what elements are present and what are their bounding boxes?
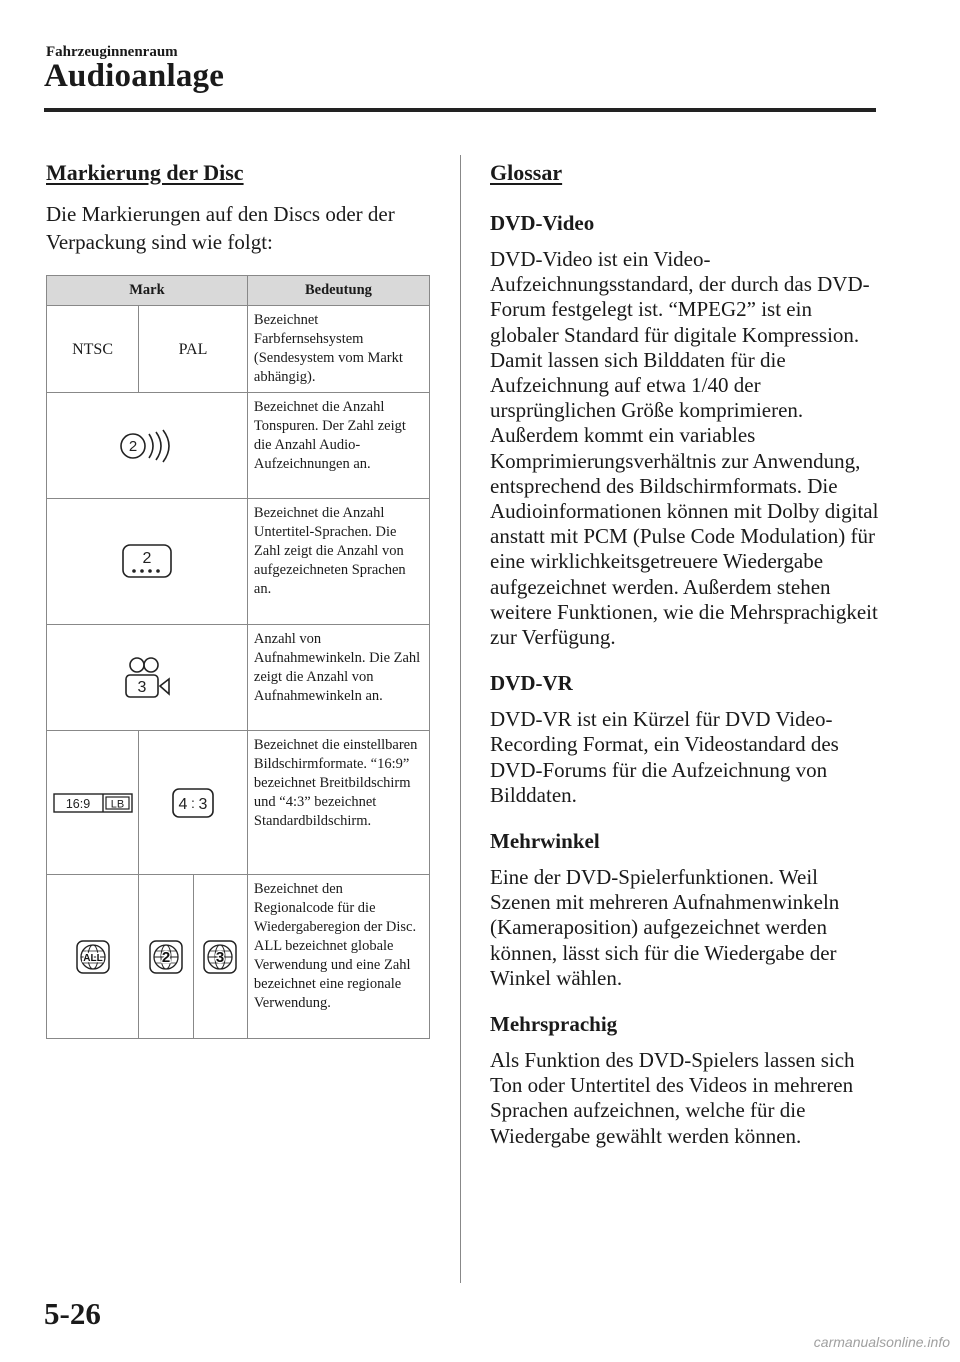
mark-desc: Bezeichnet den Regionalcode für die Wiedergaberegion der Disc. ALL bezeichnet globale Verwendung und eine Zahl bezeichnet eine regionale Verwendung. — [247, 875, 429, 1039]
aspect-3-label: 3 — [198, 795, 208, 813]
mark-symbol-cell — [47, 875, 139, 1039]
subtitle-icon — [121, 543, 173, 581]
chapter-title: Audioanlage — [44, 58, 225, 94]
mark-symbol-cell — [47, 625, 248, 731]
aspect-4-label: 4 — [178, 795, 188, 813]
table-row — [47, 393, 430, 499]
column-divider — [460, 155, 461, 1283]
section-label: Fahrzeuginnenraum — [46, 44, 178, 60]
table-row — [47, 625, 430, 731]
camera-angle-icon-number: 3 — [137, 678, 147, 696]
table-row — [47, 306, 430, 393]
mark-desc: Bezeichnet Farbfernsehsystem (Sendesystem vom Markt abhängig). — [247, 306, 429, 393]
mark-desc: Bezeichnet die Anzahl Tonspuren. Der Zahl zeigt die Anzahl Audio-Aufzeichnungen an. — [247, 393, 429, 499]
col-mark-header: Mark — [47, 276, 248, 306]
table-header-row — [47, 276, 430, 306]
mark-symbol-cell — [139, 875, 193, 1039]
disc-mark-table — [46, 275, 430, 1039]
aspect-colon-label: : — [191, 794, 195, 811]
mark-desc: Bezeichnet die Anzahl Untertitel-Sprachen. Die Zahl zeigt die Anzahl von aufgezeichneten Sprachen an. — [247, 499, 429, 625]
col-meaning-header: Bedeutung — [247, 276, 429, 306]
region-globe-icon — [149, 940, 183, 974]
header-rule — [44, 108, 876, 112]
subtitle-icon-number: 2 — [142, 549, 152, 567]
mark-symbol-cell — [139, 731, 248, 875]
disc-marking-intro: Die Markierungen auf den Discs oder der Verpackung sind wie folgt: — [46, 202, 395, 254]
glossary-term: Mehrwinkel — [490, 829, 600, 854]
mark-pal: PAL — [139, 306, 248, 393]
glossary-title: Glossar — [490, 160, 563, 185]
glossary-definition: Als Funktion des DVD-Spielers lassen sich Ton oder Untertitel des Videos in mehreren Sprachen aufzeichnen, welche für die Wiedergabe gewählt werden können. — [490, 1048, 855, 1148]
mark-symbol-cell — [47, 393, 248, 499]
mark-desc: Anzahl von Aufnahmewinkeln. Die Zahl zeigt die Anzahl von Aufnahmewinkeln an. — [247, 625, 429, 731]
glossary-term: DVD-Video — [490, 211, 595, 235]
letterbox-label: LB — [110, 798, 124, 810]
glossary-column — [490, 158, 880, 1167]
region-globe-icon — [76, 940, 110, 974]
glossary-definition: DVD-Video ist ein Video-Aufzeichnungsstandard, der durch das DVD-Forum festgelegt ist. “MPEG2” ist ein globaler Standard für digitale Kompression. Damit lassen sich Bilddaten für die Aufzeichnung auf etwa 1/40 der ursprünglichen Größe komprimieren. Außerdem kommt ein variables Komprimierungsverhältnis zur Anwendung, entsprechend des Bildschirmformats. Die Audioinformationen können mit Dolby digital anstatt mit PCM (Pulse Code Modulation) für eine wirklichkeitsgetreuere Wiedergabe aufgezeichnet werden. Außerdem stehen weitere Funktionen, wie die Mehrsprachigkeit zur Verfügung. — [490, 247, 879, 650]
aspect-4-3-icon — [171, 787, 215, 819]
disc-marking-heading: Markierung der Disc — [46, 160, 244, 185]
glossary-definition: Eine der DVD-Spielerfunktionen. Weil Szenen mit mehreren Aufnahmenwinkeln (Kameraposition) aufgezeichnet werden können, lässt sich für die Wiedergabe der Winkel wählen. — [490, 865, 840, 990]
mark-symbol-cell — [47, 731, 139, 875]
mark-symbol-cell — [193, 875, 247, 1039]
audio-tracks-icon — [116, 429, 178, 463]
region-2-label: 2 — [161, 948, 170, 966]
table-row — [47, 875, 430, 1039]
page-number: 5-26 — [44, 1296, 101, 1331]
region-globe-icon — [203, 940, 237, 974]
widescreen-label: 16:9 — [65, 796, 90, 811]
mark-desc: Bezeichnet die einstellbaren Bildschirmformate. “16:9” bezeichnet Breitbildschirm und “4:3” bezeichnet Standardbildschirm. — [247, 731, 429, 875]
audio-tracks-icon-number: 2 — [128, 437, 138, 455]
mark-ntsc: NTSC — [47, 306, 139, 393]
glossary-term: DVD-VR — [490, 671, 573, 696]
table-row — [47, 731, 430, 875]
glossary-definition: DVD-VR ist ein Kürzel für DVD Video-Recording Format, ein Videostandard des DVD-Forums für die Aufzeichnung von Bilddaten. — [490, 707, 839, 807]
left-column — [46, 158, 430, 256]
widescreen-letterbox-icon — [53, 792, 133, 814]
mark-symbol-cell — [47, 499, 248, 625]
camera-angle-icon — [122, 656, 172, 700]
watermark: carmanualsonline.info — [813, 1334, 950, 1350]
region-all-label: ALL — [82, 952, 103, 964]
region-3-label: 3 — [216, 948, 225, 966]
glossary-term: Mehrsprachig — [490, 1012, 618, 1037]
table-row — [47, 499, 430, 625]
